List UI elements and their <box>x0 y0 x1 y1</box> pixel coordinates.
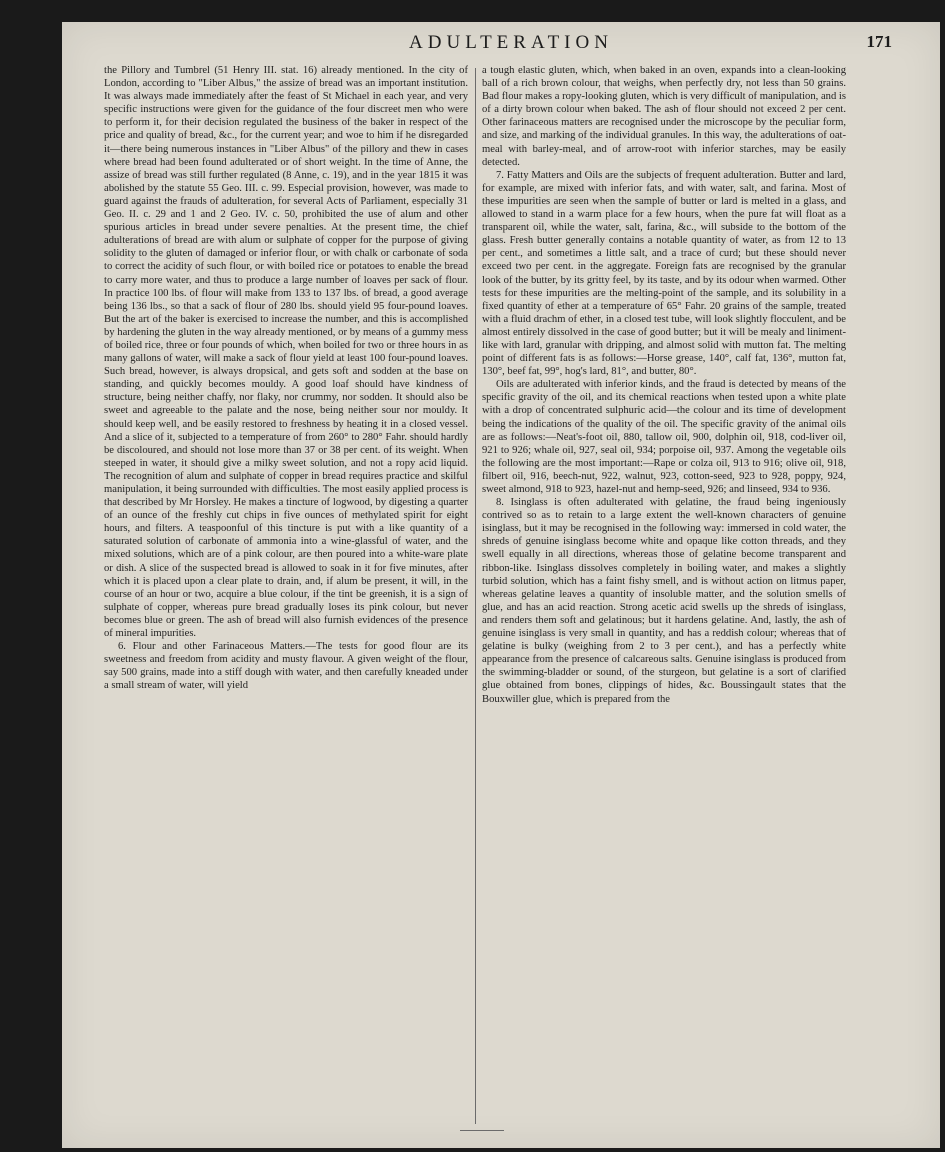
paragraph-bread-assize: the Pillory and Tumbrel (51 Henry III. stat. 16) already mentioned. In the city of London, according to "Liber Albus," the assize of bread was an important institution. It was always made immediately after the feast of St Michael in each year, and very specific instructions were given for the guidance of the four discreet men who were to perform it, for their decision regulated the business of the baker in respect of the price and quality of bread, &c., for the current year; and woe to him if he disregarded it—there being numerous instances in "Liber Albus" of the pillory and thew in cases where bread had been found adulterated or of short weight. In the time of Anne, the assize of bread was still further regulated (8 Anne, c. 19), and in the year 1815 it was abolished by the statute 55 Geo. III. c. 99. Especial provision, however, was made to guard against the frauds of adulteration, for several Acts of Parliament, especially 31 Geo. II. c. 29 and 1 and 2 Geo. IV. c. 50, prohibited the use of alum and other spurious articles in bread under severe penalties. At the present time, the chief adulterations of bread are with alum or sulphate of copper for the purpose of giving solidity to the gluten of damaged or inferior flour, or with chalk or carbonate of soda to correct the acidity of such flour, or with boiled rice or potatoes to enable the bread to carry more water, and thus to produce a large number of loaves per sack of flour. In practice 100 lbs. of flour will make from 133 to 137 lbs. of bread, a good average being 136 lbs., so that a sack of flour of 280 lbs. should yield 95 four-pound loaves. But the art of the baker is exercised to increase the number, and this is accomplished by hardening the gluten in the way already mentioned, or by means of a gummy mess of boiled rice, three or four pounds of which, when boiled for two or three hours in as many gallons of water, will make a sack of flour yield at least 100 four-pound loaves. Such bread, however, is always dropsical, and gets soft and sodden at the base on standing, and quickly becomes mouldy. A good loaf should have kindness of structure, being neither chaffy, nor flaky, nor crummy, nor sodden. It should also be sweet and agreeable to the palate and the nose, being neither sour nor mouldy. It should keep well, and be easily restored to freshness by heating it in a closed vessel. And a slice of it, subjected to a temperature of from 260° to 280° Fahr. should hardly be discoloured, and should not lose more than 37 or 38 per cent. of its weight. When steeped in water, it should give a milky sweet solution, and not a ropy acid liquid. The recognition of alum and sulphate of copper in bread requires practice and skilful manipulation, it being surrounded with difficulties. The most easily applied process is that described by Mr Horsley. He makes a tincture of logwood, by digesting a quarter of an ounce of the freshly cut chips in five ounces of methylated spirit for eight hours, and filters. A teaspoonful of this tincture is put with a like quantity of a saturated solution of carbonate of ammonia into a wine-glassful of water, and the mixed solutions, which are of a pink colour, are then poured into a white-ware plate or dish. A slice of the suspected bread is allowed to soak in it for five minutes, after which it is placed upon a clear plate to drain, and, if alum be present, it will, in the course of an hour or two, acquire a blue colour, if the tint be greenish, it is a sign of sulphate of copper, whereas pure bread gradually loses its pink colour, but never becomes blue or green. The ash of bread will also furnish evidences of the presence of mineral impurities. <box>104 65 468 640</box>
paragraph-isinglass: 8. Isinglass is often adulterated with gelatine, the fraud being ingeniously contrived so as to retain to a large extent the well-known characters of genuine isinglass, but it may be recognised in the following way: immersed in cold water, the shreds of genuine isinglass become white and opaque like cotton threads, and they swell equally in all directions, whereas those of gelatine become transparent and ribbon-like. Isinglass dissolves completely in boiling water, and makes a slightly turbid solution, which has a faint fishy smell, and is without action on litmus paper, whereas gelatine leaves a quantity of insoluble matter, and the solution smells of glue, and has an acid reaction. Strong acetic acid swells up the shreds of isinglass, and renders them soft and gelatinous; but it hardens gelatine. And, lastly, the ash of genuine isinglass is very small in quantity, and has a reddish colour; whereas that of gelatine is bulky (weighing from 2 to 3 per cent.), and has a perfectly white appearance from the presence of calcareous salts. Genuine isinglass is produced from the swimming-bladder or sound, of the sturgeon, but gelatine is a sort of clarified glue obtained from bones, clippings of hides, &c. Boussingault states that the Bouxwiller glue, which is prepared from the <box>482 497 846 705</box>
right-column <box>482 64 846 1124</box>
page-header <box>102 32 920 58</box>
paragraph-flour: 6. Flour and other Farinaceous Matters.—The tests for good flour are its sweetness and freedom from acidity and musty flavour. A given weight of the flour, say 500 grains, made into a stiff dough with water, and then carefully kneaded under a small stream of water, will yield <box>104 641 468 692</box>
left-column <box>104 64 468 1124</box>
running-title: ADULTERATION <box>409 32 613 53</box>
paragraph-flour-continued: a tough elastic gluten, which, when baked in an oven, expands into a clean-looking ball of a rich brown colour, that weighs, when perfectly dry, not less than 50 grains. Bad flour makes a ropy-looking gluten, which is very difficult of manipulation, and is of a dirty brown colour when baked. The ash of flour should not exceed 2 per cent. Other farinaceous matters are recognised under the microscope by the peculiar form, and size, and marking of the individual granules. In this way, the adulterations of oat-meal with barley-meal, and of arrow-root with inferior starches, may be easily detected. <box>482 65 846 168</box>
book-page <box>62 22 940 1148</box>
paragraph-oils: Oils are adulterated with inferior kinds, and the fraud is detected by means of the specific gravity of the oil, and its chemical reactions when tested upon a white plate with a drop of concentrated sulphuric acid—the colour and its time of development being the indications of the quality of the oil. The specific gravity of the animal oils are as follows:—Neat's-foot oil, 880, tallow oil, 900, dolphin oil, 918, cod-liver oil, 921 to 926; whale oil, 927, seal oil, 934; porpoise oil, 937. Among the vegetable oils the following are the most important:—Rape or colza oil, 913 to 916; olive oil, 918, filbert oil, 916, beech-nut, 922, walnut, 923, cotton-seed, 923 to 928, poppy, 924, sweet almond, 918 to 923, hazel-nut and hemp-seed, 926; and linseed, 934 to 936. <box>482 379 846 495</box>
page-number: 171 <box>866 32 892 51</box>
footer-rule <box>460 1130 504 1131</box>
column-divider <box>475 68 476 1124</box>
paragraph-fatty-matters: 7. Fatty Matters and Oils are the subjects of frequent adulteration. Butter and lard, for example, are mixed with inferior fats, and with water, salt, and farina. Most of these impurities are seen when the sample of butter or lard is melted in a glass, and allowed to stand in a warm place for a few hours, when the pure fat will float as a transparent oil, while the water, salt, farina, &c., will subside to the bottom of the glass. Fresh butter generally contains a notable quantity of water, as from 12 to 13 per cent., and sometimes a little salt, and a trace of curd; but these should never exceed two per cent. in the aggregate. Foreign fats are recognised by the granular look of the butter, by its gritty feel, by its taste, and by its odour when warmed. Other tests for these impurities are the melting-point of the sample, and its solubility in a fixed quantity of ether at a temperature of 65° Fahr. 20 grains of the sample, treated with a fluid drachm of ether, in a closed test tube, will look slightly flocculent, and be almost entirely dissolved in the case of good butter; but it will be mealy and liniment-like with lard, granular with dripping, and almost solid with mutton fat. The melting point of different fats is as follows:—Horse grease, 140°, calf fat, 136°, mutton fat, 130°, beef fat, 99°, hog's lard, 81°, and butter, 80°. <box>482 169 846 378</box>
